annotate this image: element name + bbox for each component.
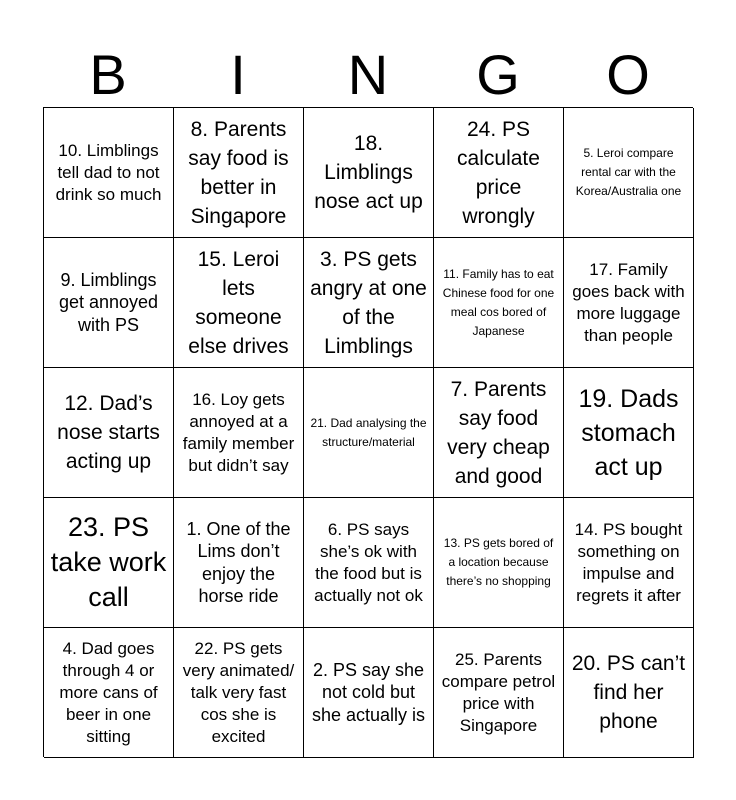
cell-text: 5. Leroi compare rental car with the Korea/Australia one xyxy=(575,146,682,198)
cell-text: 3. PS gets angry at one of the Limblings xyxy=(310,247,427,358)
cell-text: 21. Dad analysing the structure/material xyxy=(310,415,427,449)
cell-text: 22. PS gets very animated/ talk very fast cos she is excited xyxy=(182,638,295,746)
bingo-cell-r1c3[interactable] xyxy=(304,108,434,238)
bingo-header xyxy=(43,44,693,106)
bingo-cell-r5c2[interactable] xyxy=(174,628,304,758)
bingo-cell-r2c2[interactable] xyxy=(174,238,304,368)
cell-text: 4. Dad goes through 4 or more cans of beer in one sitting xyxy=(59,638,158,746)
bingo-cell-r4c3[interactable] xyxy=(304,498,434,628)
header-letter-o: O xyxy=(606,43,650,106)
cell-text: 19. Dads stomach act up xyxy=(578,384,679,481)
bingo-cell-r2c5[interactable] xyxy=(564,238,694,368)
bingo-cell-r4c4[interactable] xyxy=(434,498,564,628)
cell-text: 13. PS gets bored of a location because there’s no shopping xyxy=(443,536,554,588)
bingo-cell-r2c3[interactable] xyxy=(304,238,434,368)
cell-text: 15. Leroi lets someone else drives xyxy=(188,247,289,358)
bingo-board xyxy=(43,107,693,757)
bingo-cell-r5c3[interactable] xyxy=(304,628,434,758)
bingo-cell-r2c4[interactable] xyxy=(434,238,564,368)
bingo-cell-r1c5[interactable] xyxy=(564,108,694,238)
cell-text: 18. Limblings nose act up xyxy=(314,132,423,213)
cell-text: 7. Parents say food very cheap and good xyxy=(447,377,550,488)
bingo-cell-r5c1[interactable] xyxy=(44,628,174,758)
cell-text: 20. PS can’t find her phone xyxy=(571,652,686,733)
bingo-cell-r3c1[interactable] xyxy=(44,368,174,498)
bingo-cell-r1c2[interactable] xyxy=(174,108,304,238)
bingo-cell-r3c4[interactable] xyxy=(434,368,564,498)
cell-text: 16. Loy gets annoyed at a family member but didn’t say xyxy=(182,389,295,475)
bingo-cell-r4c5[interactable] xyxy=(564,498,694,628)
header-letter-i: I xyxy=(230,43,246,106)
cell-text: 11. Family has to eat Chinese food for one meal cos bored of Japanese xyxy=(442,266,555,338)
bingo-cell-r1c4[interactable] xyxy=(434,108,564,238)
cell-text: 24. PS calculate price wrongly xyxy=(457,117,540,228)
cell-text: 10. Limblings tell dad to not drink so much xyxy=(55,140,162,204)
cell-text: 23. PS take work call xyxy=(50,512,167,612)
cell-text: 1. One of the Lims don’t enjoy the horse ride xyxy=(186,518,291,606)
cell-text: 2. PS say she not cold but she actually is xyxy=(311,659,426,725)
cell-text: 25. Parents compare petrol price with Singapore xyxy=(441,649,556,735)
bingo-cell-r3c5[interactable] xyxy=(564,368,694,498)
cell-text: 17. Family goes back with more luggage than people xyxy=(572,259,685,345)
bingo-cell-r3c2[interactable] xyxy=(174,368,304,498)
bingo-cell-r2c1[interactable] xyxy=(44,238,174,368)
header-letter-n: N xyxy=(347,43,389,106)
header-letter-b: B xyxy=(89,43,127,106)
bingo-cell-r5c4[interactable] xyxy=(434,628,564,758)
header-letter-g: G xyxy=(476,43,520,106)
cell-text: 8. Parents say food is better in Singapore xyxy=(188,117,289,228)
cell-text: 14. PS bought something on impulse and regrets it after xyxy=(574,519,683,605)
bingo-cell-r4c2[interactable] xyxy=(174,498,304,628)
bingo-cell-free[interactable] xyxy=(304,368,434,498)
cell-text: 12. Dad’s nose starts acting up xyxy=(57,392,160,473)
bingo-cell-r1c1[interactable] xyxy=(44,108,174,238)
cell-text: 6. PS says she’s ok with the food but is actually not ok xyxy=(314,519,423,605)
bingo-cell-r4c1[interactable] xyxy=(44,498,174,628)
bingo-cell-r5c5[interactable] xyxy=(564,628,694,758)
cell-text: 9. Limblings get annoyed with PS xyxy=(58,269,159,335)
